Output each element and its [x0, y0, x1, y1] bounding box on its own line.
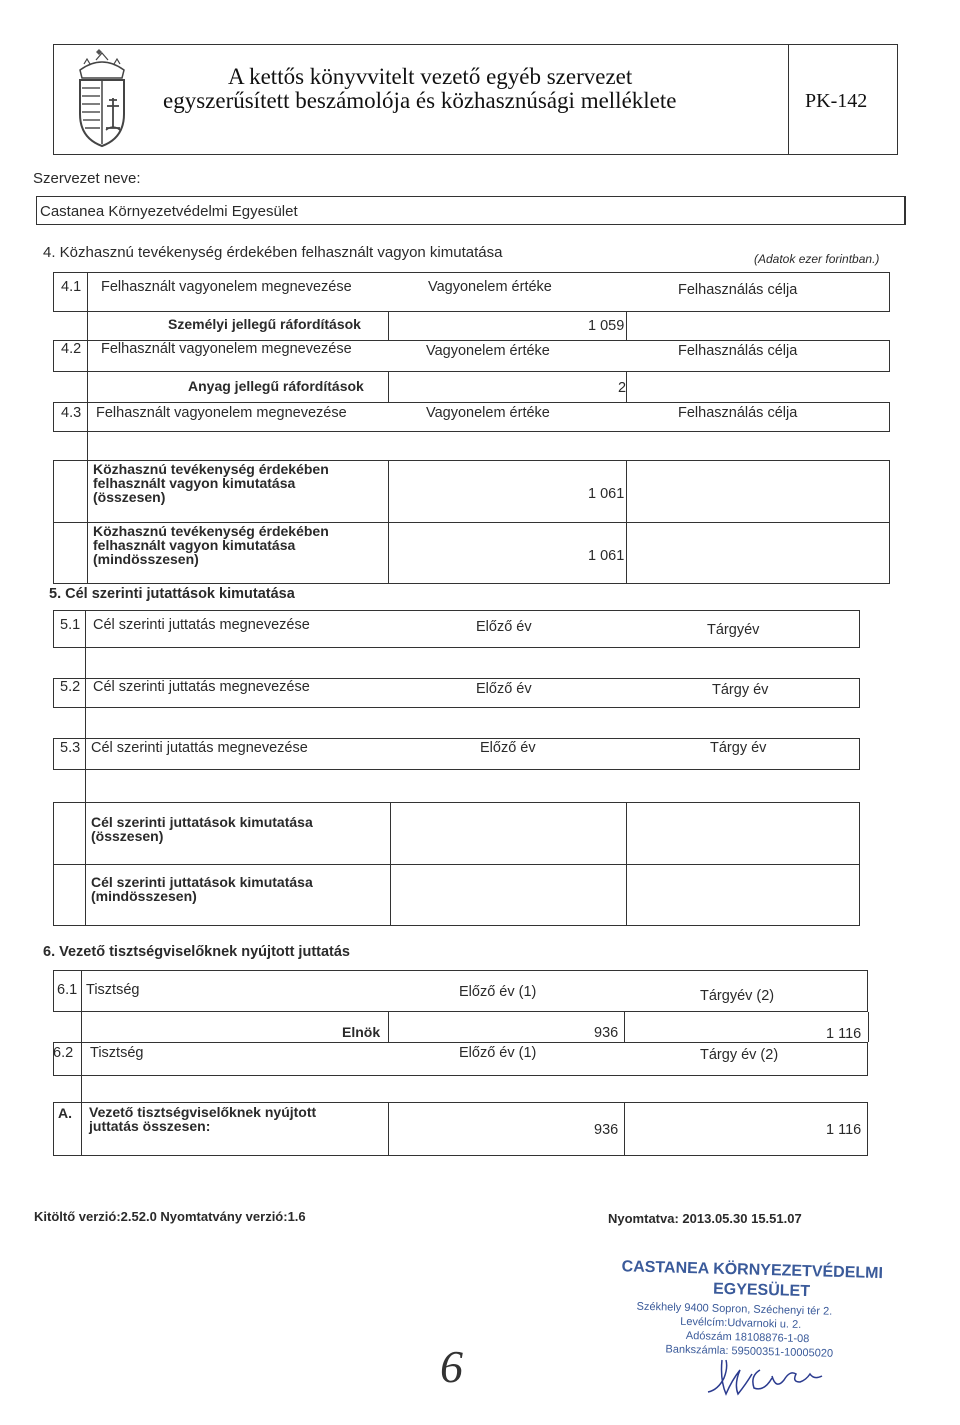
table-4-2-col-value: Vagyonelem értéke [426, 343, 550, 359]
table-6-1-row-prev: 936 [594, 1025, 619, 1041]
section-4-title: 4. Közhasznú tevékenység érdekében felhasznált vagyon kimutatása [43, 244, 503, 261]
table-4-1-col-value: Vagyonelem értéke [428, 279, 552, 295]
stamp-line-1: CASTANEA KÖRNYEZETVÉDELMI [621, 1258, 884, 1283]
table-4-1-col-name: Felhasznált vagyonelem megnevezése [101, 279, 352, 295]
section-6-total-curr: 1 116 [826, 1122, 862, 1138]
table-6-2-col-prev: Előző év (1) [459, 1045, 537, 1061]
org-name-value: Castanea Környezetvédelmi Egyesület [40, 203, 298, 220]
table-6-1-col-prev: Előző év (1) [459, 984, 537, 1000]
table-5-3-num: 5.3 [60, 740, 81, 756]
stamp-line-4: Levélcím:Udvarnoki u. 2. [680, 1315, 802, 1331]
footer-printed: Nyomtatva: 2013.05.30 15.51.07 [608, 1211, 802, 1226]
table-6-2-col-name: Tisztség [90, 1045, 144, 1061]
section-5-total-label: Cél szerinti juttatások kimutatása (összesen) [91, 814, 313, 844]
table-4-3-col-purpose: Felhasználás célja [678, 405, 798, 421]
table-4-2-row-value: 2 [618, 380, 627, 396]
table-6-1-col-curr: Tárgyév (2) [700, 988, 775, 1004]
section-6-total-prev: 936 [594, 1122, 619, 1138]
table-4-1-col-purpose: Felhasználás célja [678, 282, 798, 298]
table-6-1-row-label: Elnök [342, 1024, 381, 1040]
section-4-grand-total-value: 1 061 [588, 548, 625, 564]
coat-of-arms-icon [66, 48, 138, 148]
table-5-1-col-curr: Tárgyév [707, 622, 760, 638]
table-5-1-num: 5.1 [60, 617, 81, 633]
table-5-2-col-prev: Előző év [476, 681, 532, 697]
table-4-1-row-value: 1 059 [588, 318, 625, 334]
table-6-1-col-name: Tisztség [86, 982, 140, 998]
handwritten-page-number: 6 [440, 1341, 463, 1392]
stamp-line-2: EGYESÜLET [712, 1280, 811, 1301]
table-4-2-num: 4.2 [61, 341, 82, 357]
header-divider [788, 44, 789, 155]
org-name-label: Szervezet neve: [33, 170, 141, 187]
stamp-line-3: Székhely 9400 Sopron, Széchenyi tér 2. [636, 1300, 833, 1318]
form-title-line-2: egyszerűsített beszámolója és közhasznúsági melléklete [163, 88, 677, 113]
signature [700, 1350, 840, 1410]
table-4-3-col-name: Felhasznált vagyonelem megnevezése [96, 405, 347, 421]
footer-versions: Kitöltő verzió:2.52.0 Nyomtatvány verzió:1.6 [34, 1209, 306, 1224]
section-6-total-letter: A. [58, 1105, 72, 1121]
table-5-1-col-prev: Előző év [476, 619, 532, 635]
table-4-3-num: 4.3 [61, 405, 82, 421]
section-4-grand-total-label: Közhasznú tevékenység érdekében felhasznált vagyon kimutatása (mindösszesen) [93, 523, 329, 567]
form-title-line-1: A kettős könyvvitelt vezető egyéb szervezet [228, 64, 633, 89]
section-5-grand-total-label: Cél szerinti juttatások kimutatása (mindösszesen) [91, 874, 313, 904]
section-4-total-label: Közhasznú tevékenység érdekében felhasznált vagyon kimutatása (összesen) [93, 461, 329, 505]
section-6-title: 6. Vezető tisztségviselőknek nyújtott juttatás [43, 944, 350, 960]
table-6-1-row-curr: 1 116 [826, 1026, 862, 1042]
section-6-total-label: Vezető tisztségviselőknek nyújtott juttatás összesen: [89, 1104, 317, 1134]
table-4-3-col-value: Vagyonelem értéke [426, 405, 550, 421]
table-5-3-col-prev: Előző év [480, 740, 536, 756]
table-5-3-col-curr: Tárgy év [710, 740, 767, 756]
table-4-1-num: 4.1 [61, 279, 82, 295]
table-6-2-col-curr: Tárgy év (2) [700, 1047, 779, 1063]
section-4-total-value: 1 061 [588, 486, 625, 502]
table-4-2-row-label: Anyag jellegű ráfordítások [188, 378, 364, 394]
table-4-2-col-purpose: Felhasználás célja [678, 343, 798, 359]
table-5-1-col-name: Cél szerinti juttatás megnevezése [93, 617, 310, 633]
table-6-2-num: 6.2 [53, 1045, 74, 1061]
table-5-2-col-curr: Tárgy év [712, 682, 769, 698]
stamp-line-6: Bankszámla: 59500351-10005020 [665, 1343, 834, 1360]
stamp-line-5: Adószám 18108876-1-08 [685, 1329, 810, 1346]
table-5-3-col-name: Cél szerinti jutattás megnevezése [91, 740, 308, 756]
table-4-1-row-label: Személyi jellegű ráfordítások [168, 316, 361, 332]
table-5-2-num: 5.2 [60, 679, 81, 695]
table-4-2-col-name: Felhasznált vagyonelem megnevezése [101, 341, 352, 357]
table-5-2-col-name: Cél szerinti juttatás megnevezése [93, 679, 310, 695]
table-6-1-num: 6.1 [57, 982, 78, 998]
form-code: PK-142 [805, 90, 868, 112]
section-5-title: 5. Cél szerinti jutattások kimutatása [49, 586, 295, 602]
units-note: (Adatok ezer forintban.) [754, 252, 880, 266]
